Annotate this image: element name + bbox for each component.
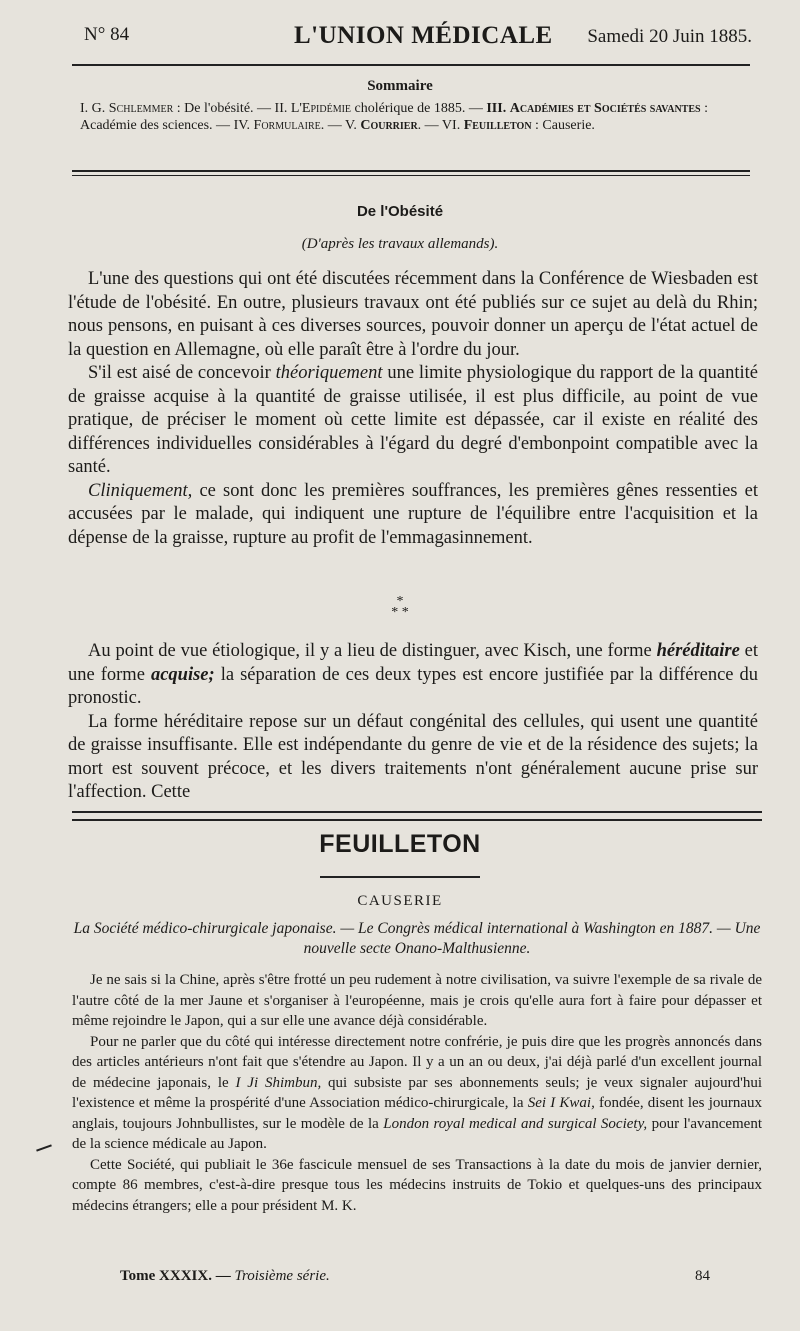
text-run: Au point de vue étiologique, il y a lieu de distinguer, avec Kisch, une forme (88, 641, 652, 661)
article-paragraph: La forme héréditaire repose sur un défaut congénital des cellules, qui usent une quantité de graisse insuffisante. Elle est indépendante du genre de vie et de la résidence des sujets; la mort est souvent précoce, et les divers traitements n'ont généralement aucune prise sur l'affection. Cette (68, 711, 758, 802)
sommaire-iv-num: IV. (233, 118, 251, 133)
emphasis-text: théoriquement (275, 363, 383, 383)
sommaire-i-num: I. (80, 101, 89, 116)
issue-number: N° 84 (84, 24, 130, 45)
text-run: pour l'avancement de la science médicale au Japon. (72, 1115, 763, 1152)
sommaire-ii-title: L'Epidémie (290, 101, 352, 116)
sommaire-iv-title: Formulaire (253, 118, 321, 133)
feuilleton-paragraph (72, 1032, 762, 1155)
sommaire-vi-title: Feuilleton (463, 118, 532, 133)
causerie-heading: CAUSERIE (357, 893, 443, 909)
sommaire-v-text: . — (417, 118, 439, 133)
text-run: la séparation de ces deux types est encore justifiée par la différence du pronostic. (68, 664, 759, 708)
footer-tome-label: Tome XXXIX. — (120, 1268, 231, 1284)
feuilleton-body (72, 970, 762, 1216)
feuilleton-title: FEUILLETON (319, 830, 481, 858)
emphasis-text: Sei I Kwai, (527, 1095, 595, 1111)
margin-pen-mark (36, 1144, 52, 1151)
article-body-part2 (68, 640, 758, 805)
text-run: S'il est aisé de concevoir (88, 363, 271, 383)
emphasis-text: Cliniquement, (88, 480, 193, 501)
article-title: De l'Obésité (356, 203, 444, 220)
sommaire-v-num: V. (345, 118, 357, 133)
text-run: qui subsiste par ses abonnements seuls; je veux signaler aujourd'hui l'existence et même la prospérité d'une Association médico-chirurgicale, la (72, 1074, 763, 1111)
sommaire-i-author: G. Schlemmer (91, 101, 174, 116)
footer-serie: Troisième série. (234, 1268, 330, 1284)
emphasis-text: héréditaire (656, 641, 740, 661)
emphasis-text: acquise; (150, 664, 215, 685)
asterism-top: * (396, 594, 404, 609)
emphasis-text: London royal medical and surgical Society, (383, 1115, 648, 1132)
sommaire-contents (80, 100, 756, 134)
text-run: et une forme (68, 641, 759, 685)
footer-tome (120, 1268, 330, 1285)
article-paragraph (68, 640, 758, 711)
sommaire-iii-text: : Académie des sciences. — (80, 101, 708, 133)
footer-page-number: 84 (695, 1268, 710, 1284)
article-paragraph (68, 480, 758, 551)
page-header (84, 24, 752, 60)
sommaire-vi-text: : Causerie. (535, 118, 595, 133)
issue-date: Samedi 20 Juin 1885. (587, 26, 752, 47)
sommaire-iv-text: . — (320, 118, 342, 133)
asterism-divider (0, 596, 800, 618)
sommaire-rule (72, 170, 750, 172)
journal-title: L'UNION MÉDICALE (294, 22, 553, 49)
article-subtitle: (D'après les travaux allemands). (301, 236, 499, 252)
sommaire-iii-num: III. (486, 101, 507, 116)
sommaire-vi-num: VI. (441, 118, 461, 133)
feuilleton-subtitle: La Société médico-chirurgicale japonaise. — Le Congrès médical international à Washington en 1887. — Une nouvelle secte Onano-Malthusienne. (73, 920, 761, 957)
text-run: Pour ne parler que du côté qui intéresse directement notre confrérie, je puis dire que les progrès annoncés dans des articles antérieurs n'ont fait que s'étendre au Japon. Il y a un an ou deux, j'ai déjà parlé d'un excellent journal de médecine japonais, le (72, 1033, 762, 1091)
article-paragraph (68, 362, 758, 480)
feuilleton-double-rule (72, 811, 762, 821)
sommaire-title: Sommaire (367, 78, 433, 94)
article-body-part1 (68, 268, 758, 550)
sommaire-ii-num: II. (274, 101, 288, 116)
sommaire-i-title: : De l'obésité. — (176, 101, 272, 116)
sommaire-iii-title: Académies et Sociétés savantes (509, 101, 701, 116)
header-rule (72, 64, 750, 66)
feuilleton-paragraph: Cette Société, qui publiait le 36e fascicule mensuel de ses Transactions à la date du mois de janvier dernier, compte 86 membres, c'est-à-dire presque tous les médecins instruits de Tokio et quelques-uns des principaux médecins étrangers; elle a pour président M. K. (72, 1156, 762, 1214)
sommaire-rule-thin (72, 175, 750, 176)
feuilleton-short-rule (320, 876, 480, 878)
text-run: ce sont donc les premières souffrances, les premières gênes ressenties et accusées par le malade, qui indiquent une rupture de l'équilibre entre l'acquisition et la dépense de la graisse, rupture au profit de l'emmagasinnement. (68, 480, 758, 548)
sommaire-ii-text: cholérique de 1885. — (354, 101, 483, 116)
emphasis-text: I Ji Shimbun, (235, 1074, 322, 1091)
asterism-bottom: * * (391, 605, 409, 620)
text-run: une limite physiologique du rapport de la quantité de graisse acquise à la quantité de graisse utilisée, il est plus difficile, au point de vue pratique, de préciser le moment où cette limite est dépassée, car il existe en réalité des différences individuelles considérables à l'égard du degré d'embonpoint compatible avec la santé. (68, 363, 759, 477)
sommaire-v-title: Courrier (360, 118, 418, 133)
article-paragraph: L'une des questions qui ont été discutées récemment dans la Conférence de Wiesbaden est l'étude de l'obésité. En outre, plusieurs travaux ont été publiés sur ce sujet au delà du Rhin; nous pensons, en puisant à ces diverses sources, pouvoir donner un aperçu de l'état actuel de la question en Allemagne, où elle paraît être à l'ordre du jour. (68, 269, 758, 360)
feuilleton-paragraph: Je ne sais si la Chine, après s'être frotté un peu rudement à notre civilisation, va suivre l'exemple de sa rivale de l'autre côté de la mer Jaune et s'organiser à l'européenne, mais je crois qu'elle aura fort à faire pour dépasser et même rejoindre le Japon, qui a sur elle une avance déjà considérable. (72, 972, 762, 1029)
text-run: fondée, disent les journaux anglais, toujours Johnbullistes, sur le modèle de la (72, 1095, 763, 1132)
